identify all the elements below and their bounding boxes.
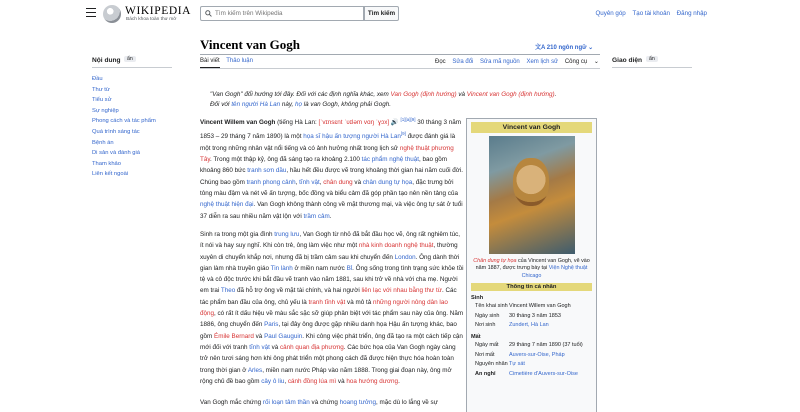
namespace-tabs [200, 58, 258, 64]
toc-item-legacy[interactable]: Di sản và đánh giá [92, 150, 141, 157]
article-text: , Van Gogh từ nhỏ đã bắt đầu học vẽ, ông rất nghiêm túc, ít nói và hay suy nghĩ. Khi còn trẻ, ông làm việc như một [200, 231, 461, 250]
appearance-panel [612, 57, 692, 68]
article-text: . [329, 212, 332, 220]
article-redlink[interactable]: liên lạc với nhau bằng thư từ [361, 287, 442, 295]
article-link[interactable]: nghệ thuật hiện đại [200, 201, 254, 209]
article-text: 🔊 [389, 119, 401, 127]
article-text: và chứng [309, 399, 340, 406]
infobox-row [475, 313, 596, 321]
article-link[interactable]: cây ô liu [261, 377, 285, 385]
article-text: , đặc trưng bởi tông màu đậm và nét vẽ ấn tượng, bốc đồng và biểu cảm đã góp phần tạo nên nền tảng của [200, 178, 458, 197]
table-of-contents [92, 57, 172, 180]
article-redlink[interactable]: những người nông dân lao động [200, 298, 448, 318]
toc-header [92, 57, 172, 68]
tab-edit-source[interactable]: Sửa mã nguồn [480, 59, 520, 65]
hatnote-text: "Van Gogh" đổi hướng tới đây. Đối với các định nghĩa khác, xem [210, 91, 391, 98]
article-text: Sinh ra trong một gia đình [200, 231, 275, 238]
infobox-row [475, 352, 596, 360]
article-text: ở miền nam nước [292, 264, 347, 272]
hatnote-link[interactable]: họ [295, 101, 303, 108]
tools-menu[interactable]: Công cụ ⌄ [564, 59, 599, 65]
hatnote-text: và [456, 91, 467, 98]
article-text: và [336, 377, 347, 385]
article-redlink[interactable]: cảnh quan địa phương [280, 343, 344, 351]
article-redlink[interactable]: tranh tĩnh vật [308, 298, 346, 306]
article-text: , bao gồm khoảng 860 bức [200, 156, 448, 175]
caption-text: của Vincent van Gogh, vẽ vào năm 1887, được trưng bày tại [475, 258, 590, 272]
toc-item-external-links[interactable]: Liên kết ngoài [92, 171, 129, 178]
infobox-label: Nguyên nhân [475, 361, 508, 368]
article-link[interactable]: Theo [220, 287, 236, 295]
toc-item-letters[interactable]: Thư từ [92, 86, 110, 93]
login-link[interactable]: Đăng nhập [676, 10, 707, 17]
infobox-row [475, 361, 596, 369]
article-text: . Ông sống trong tình trạng sức khỏe tồi tệ và cô độc trước khi bắt đầu vẽ tranh vào năm 1881, sau khi trở về nhà với cha mẹ. Người em trai [200, 264, 464, 295]
article-link[interactable]: trầm cảm [303, 212, 330, 220]
infobox-value-link[interactable]: Auvers-sur-Oise, Pháp [509, 351, 565, 358]
article-paragraph-3 [200, 397, 464, 408]
article-text: , [319, 178, 324, 186]
user-links [590, 10, 707, 17]
hatnote-text: . [554, 91, 557, 98]
article-redlink[interactable]: cánh đồng lúa mì [287, 377, 337, 385]
infobox-title: Vincent van Gogh [471, 122, 592, 133]
page-title: Vincent van Gogh [200, 37, 300, 52]
infobox-caption [469, 258, 594, 280]
wikipedia-wordmark[interactable]: WIKIPEDIA [125, 5, 192, 17]
article-redlink[interactable]: [ˈvɪnsɛnt ˈʋɪləm vɑŋ ˈɣɔx] [318, 119, 390, 127]
hatnote-line-1 [210, 90, 600, 100]
tab-article[interactable]: Bài viết [200, 58, 220, 68]
article-text: , [295, 178, 300, 186]
search-icon [205, 10, 212, 17]
toc-item-intro[interactable]: Đầu [92, 76, 103, 82]
article-text: . Các tác phẩm ban đầu của ông, chủ yếu là [200, 287, 457, 306]
self-portrait-image[interactable] [489, 136, 575, 254]
infobox-label: Nơi sinh [475, 322, 496, 329]
article-paragraph-2 [200, 229, 464, 387]
site-header [0, 0, 800, 26]
infobox-row [475, 342, 596, 350]
main-menu-icon[interactable] [86, 8, 96, 17]
article-link[interactable]: tranh sơn dầu [247, 167, 287, 175]
infobox-value: 30 tháng 3 năm 1853 [509, 312, 561, 319]
view-tabs [435, 58, 604, 65]
toc-title: Nội dung [92, 57, 121, 64]
infobox [466, 118, 597, 412]
article-subject-bold: Vincent Willem van Gogh [200, 119, 276, 127]
article-text: và mô tả [345, 298, 373, 306]
article-text: . [398, 377, 400, 385]
toc-item-medical[interactable]: Bệnh án [92, 139, 114, 146]
article-link[interactable]: tĩnh vật [249, 343, 270, 351]
infobox-label: An nghỉ [475, 370, 496, 377]
article-link[interactable]: hoang tưởng [339, 399, 376, 406]
article-text: . Van Gogh không thành công về mặt thương mại, và việc ông tự sát ở tuổi 37 diễn ra sau nhiều năm vật lộn với [200, 201, 463, 220]
article-text: 30 tháng 3 năm 1853 – 29 tháng 7 năm 1890) là một [200, 119, 461, 141]
article-redlink[interactable]: hoa hướng dương [346, 377, 399, 385]
article-text: (tiếng Hà Lan: [275, 119, 319, 127]
tabs-divider [200, 68, 600, 69]
hatnote-text: Đối với [210, 101, 232, 108]
appearance-header [612, 57, 692, 68]
hatnote-line-2 [210, 100, 600, 110]
hatnote-text: là van Gogh, không phải Gogh. [302, 101, 391, 108]
infobox-label: Ngày mất [475, 342, 499, 348]
caption-link[interactable]: Chân dung tự họa [473, 258, 517, 264]
infobox-row [475, 322, 596, 330]
infobox-value-link[interactable]: Cimetière d'Auvers-sur-Oise [509, 370, 578, 377]
article-text: và [269, 343, 281, 351]
article-redlink[interactable]: Émile Bernard [214, 332, 254, 340]
donate-link[interactable]: Quyên góp [595, 10, 626, 17]
infobox-value-link[interactable]: Zundert, Hà Lan [509, 322, 549, 329]
search-button[interactable]: Tìm kiếm [364, 6, 399, 21]
infobox-died-header: Mất [471, 334, 481, 340]
appearance-title: Giao diện [612, 57, 643, 64]
article-paragraph-1 [200, 114, 464, 222]
article-redlink[interactable]: nghệ thuật phương Tây [200, 144, 454, 164]
article-text: , mặc dù lo lắng về sự [375, 399, 438, 406]
article-text: và [253, 332, 265, 340]
citation-ref[interactable]: [1][a][9] [400, 117, 416, 122]
article-text: , miền nam nước Pháp vào năm 1888. Trong giai đoạn này, ông mở rộng chủ đề bao gồm [200, 366, 452, 385]
article-text: . Các bức họa của Van Gogh ngày càng trở nên tươi sáng hơn khi ông phát triển một phong cách đã được hiện thực hóa hoàn toàn trong thời gian ở [200, 343, 456, 374]
infobox-row [475, 371, 596, 379]
article-text: và [352, 178, 363, 186]
article-link[interactable]: Paris [264, 321, 279, 329]
toc-hide-button[interactable]: ẩn [124, 56, 136, 62]
infobox-label: Tên khai sinh [475, 303, 508, 310]
article-text: , [284, 377, 288, 385]
article-link[interactable]: chân dung tự họa [362, 178, 413, 186]
article-text: , tại đây ông được gặp nhiều danh họa Hậu ấn tượng khác, bao gồm [200, 321, 457, 340]
toc-item-style-works[interactable]: Phong cách và tác phẩm [92, 118, 156, 125]
article-text: , thường xuyên di chuyển khắp nơi, nhưng đã bị trầm cảm sau khi chuyển đến [200, 242, 458, 261]
tab-talk[interactable]: Thảo luận [226, 58, 253, 64]
chevron-down-icon: ⌄ [588, 45, 594, 51]
article-link[interactable]: Bỉ [346, 264, 353, 272]
translate-icon: 文A [535, 45, 547, 51]
article-text: , hầu hết đều được vẽ trong khoảng thời gian hai năm cuối đời. Chúng bao gồm [200, 167, 464, 186]
tools-label: Công cụ [564, 59, 588, 65]
create-account-link[interactable]: Tạo tài khoản [632, 10, 670, 17]
article-text: Van Gogh mắc chứng [200, 399, 263, 406]
toc-item-career[interactable]: Sự nghiệp [92, 107, 119, 114]
appearance-hide-button[interactable]: ẩn [646, 56, 658, 62]
infobox-section-header: Thông tin cá nhân [471, 283, 592, 291]
hatnote-text: này, [280, 101, 296, 108]
wikipedia-tagline: Bách khoa toàn thư mở [126, 17, 177, 22]
article-text: . Khi công việc phát triển, ông đã tạo ra một cách tiếp cận mới đối với tranh [200, 332, 463, 351]
toc-item-references[interactable]: Tham khảo [92, 160, 121, 167]
tab-read[interactable]: Đọc [435, 59, 446, 69]
hatnote-link[interactable]: Van Gogh (định hướng) [390, 91, 457, 98]
hatnote [210, 90, 600, 110]
language-count: 210 ngôn ngữ [546, 45, 587, 51]
article-link[interactable]: Arles [247, 366, 263, 374]
article-redlink[interactable]: nhà kinh doanh nghệ thuật [358, 242, 434, 250]
title-divider [200, 54, 600, 55]
article-link[interactable]: tĩnh vật [299, 178, 320, 186]
caption-link[interactable]: Viện Nghệ thuật Chicago [521, 265, 588, 279]
search-box [200, 6, 364, 21]
article-link[interactable]: trung lưu [274, 231, 300, 238]
infobox-value: Vincent Willem van Gogh [509, 303, 571, 310]
hatnote-link[interactable]: Vincent van Gogh (định hướng) [466, 91, 555, 98]
article-link[interactable]: tác phẩm nghệ thuật [361, 156, 420, 164]
article-link[interactable]: tranh phong cảnh [246, 178, 296, 186]
article-text: . Ông dành thời gian làm nhà truyền giáo [200, 253, 460, 272]
infobox-row [475, 303, 596, 311]
toc-item-biography[interactable]: Tiểu sử [92, 97, 112, 104]
infobox-value: 29 tháng 7 năm 1890 (37 tuổi) [509, 342, 583, 348]
citation-ref[interactable]: [9] [400, 131, 406, 137]
article-redlink[interactable]: chân dung [323, 178, 353, 186]
wikipedia-globe-logo[interactable] [103, 5, 121, 23]
article-link[interactable]: họa sĩ hậu ấn tượng người Hà Lan [303, 133, 401, 141]
toc-item-creative-process[interactable]: Quá trình sáng tác [92, 128, 140, 135]
tab-edit[interactable]: Sửa đổi [452, 59, 474, 65]
portrait-face [513, 158, 549, 206]
article-link[interactable]: Paul Gauguin [264, 332, 303, 340]
infobox-label: Nơi mất [475, 351, 495, 358]
article-link[interactable]: rối loạn tâm thần [262, 399, 310, 406]
hatnote-link[interactable]: tên người Hà Lan [231, 101, 281, 108]
infobox-value-link[interactable]: Tự sát [509, 361, 525, 368]
tab-history[interactable]: Xem lịch sử [526, 59, 559, 65]
article-text: , có rất ít dấu hiệu về màu sắc sặc sỡ giúp phân biệt với tác phẩm sau này của ông. Năm 1886, ông chuyển đến [200, 310, 464, 329]
article-link[interactable]: London [394, 253, 416, 261]
infobox-label: Ngày sinh [475, 312, 500, 319]
article-text: được đánh giá là một trong những nhân vật nổi tiếng và có ảnh hưởng nhất trong lịch sử [200, 133, 456, 152]
infobox-born-header: Sinh [471, 295, 484, 302]
article-text: đã hỗ trợ ông về mặt tài chính, và hai người [235, 287, 362, 295]
article-link[interactable]: Tin lành [270, 264, 293, 272]
article-text: . Trong một thập kỷ, ông đã sáng tạo ra khoảng 2.100 [210, 156, 362, 164]
search-input[interactable] [215, 8, 361, 19]
language-button[interactable] [535, 42, 593, 51]
toc-list [92, 74, 172, 180]
